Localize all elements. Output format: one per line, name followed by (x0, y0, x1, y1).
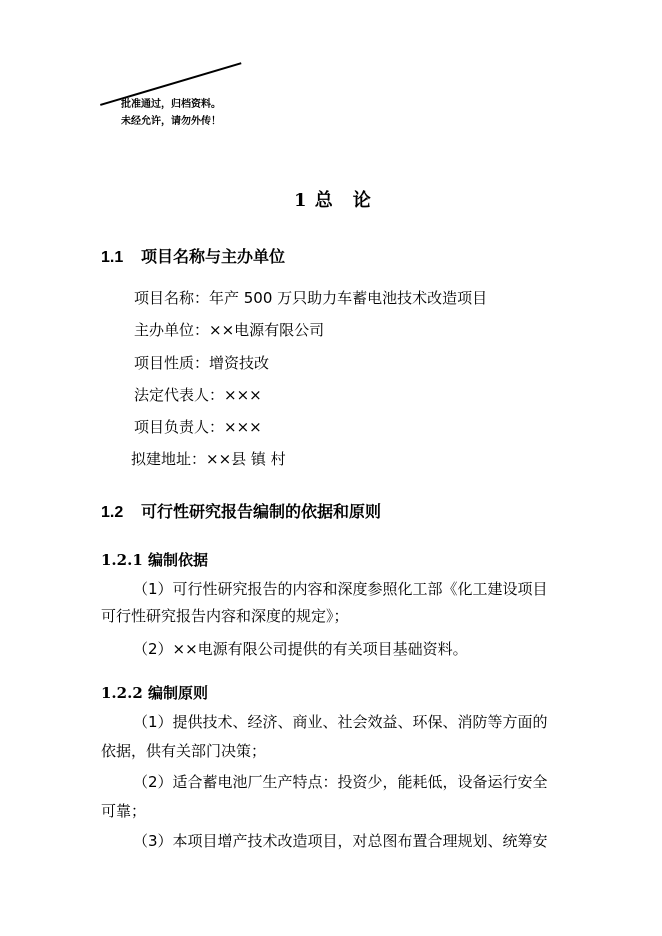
basis-line-1: （1）可行性研究报告的内容和深度参照化工部《化工建设项目 (133, 580, 548, 598)
site-address-line: 拟建地址：××县 镇 村 (131, 450, 286, 468)
project-name-line: 项目名称：年产 500 万只助力车蓄电池技术改造项目 (134, 289, 488, 307)
subsection-1-2-1-heading: 1.2.1 编制依据 (101, 551, 208, 569)
approval-stamp-line-1: 批准通过，归档资料。 (121, 99, 221, 110)
legal-rep-line: 法定代表人：××× (134, 386, 262, 404)
approval-stamp-line-2: 未经允许，请勿外传！ (121, 116, 221, 127)
subsection-1-2-2-heading: 1.2.2 编制原则 (101, 684, 208, 702)
principle-line-1: （1）提供技术、经济、商业、社会效益、环保、消防等方面的 (133, 713, 548, 731)
basis-line-2: 可行性研究报告内容和深度的规定》； (101, 607, 349, 625)
section-number: 1.1 (101, 249, 124, 266)
principle-line-4: 可靠； (101, 802, 147, 820)
section-title: 项目名称与主办单位 (141, 247, 286, 266)
basis-line-3: （2）××电源有限公司提供的有关项目基础资料。 (133, 640, 468, 658)
principle-line-2: 依据，供有关部门决策； (101, 742, 267, 760)
section-1-2-heading (101, 499, 381, 522)
project-nature-line: 项目性质：增资技改 (134, 354, 270, 372)
section-1-1-heading (101, 244, 285, 267)
chapter-title: 1 总 论 (294, 190, 372, 211)
principle-line-3: （2）适合蓄电池厂生产特点：投资少，能耗低，设备运行安全 (133, 773, 548, 791)
section-number: 1.2 (101, 504, 124, 521)
principle-line-5: （3）本项目增产技术改造项目，对总图布置合理规划、统筹安 (133, 832, 548, 850)
project-lead-line: 项目负责人：××× (134, 418, 262, 436)
sponsor-line: 主办单位：××电源有限公司 (134, 321, 325, 339)
section-title: 可行性研究报告编制的依据和原则 (141, 502, 382, 521)
